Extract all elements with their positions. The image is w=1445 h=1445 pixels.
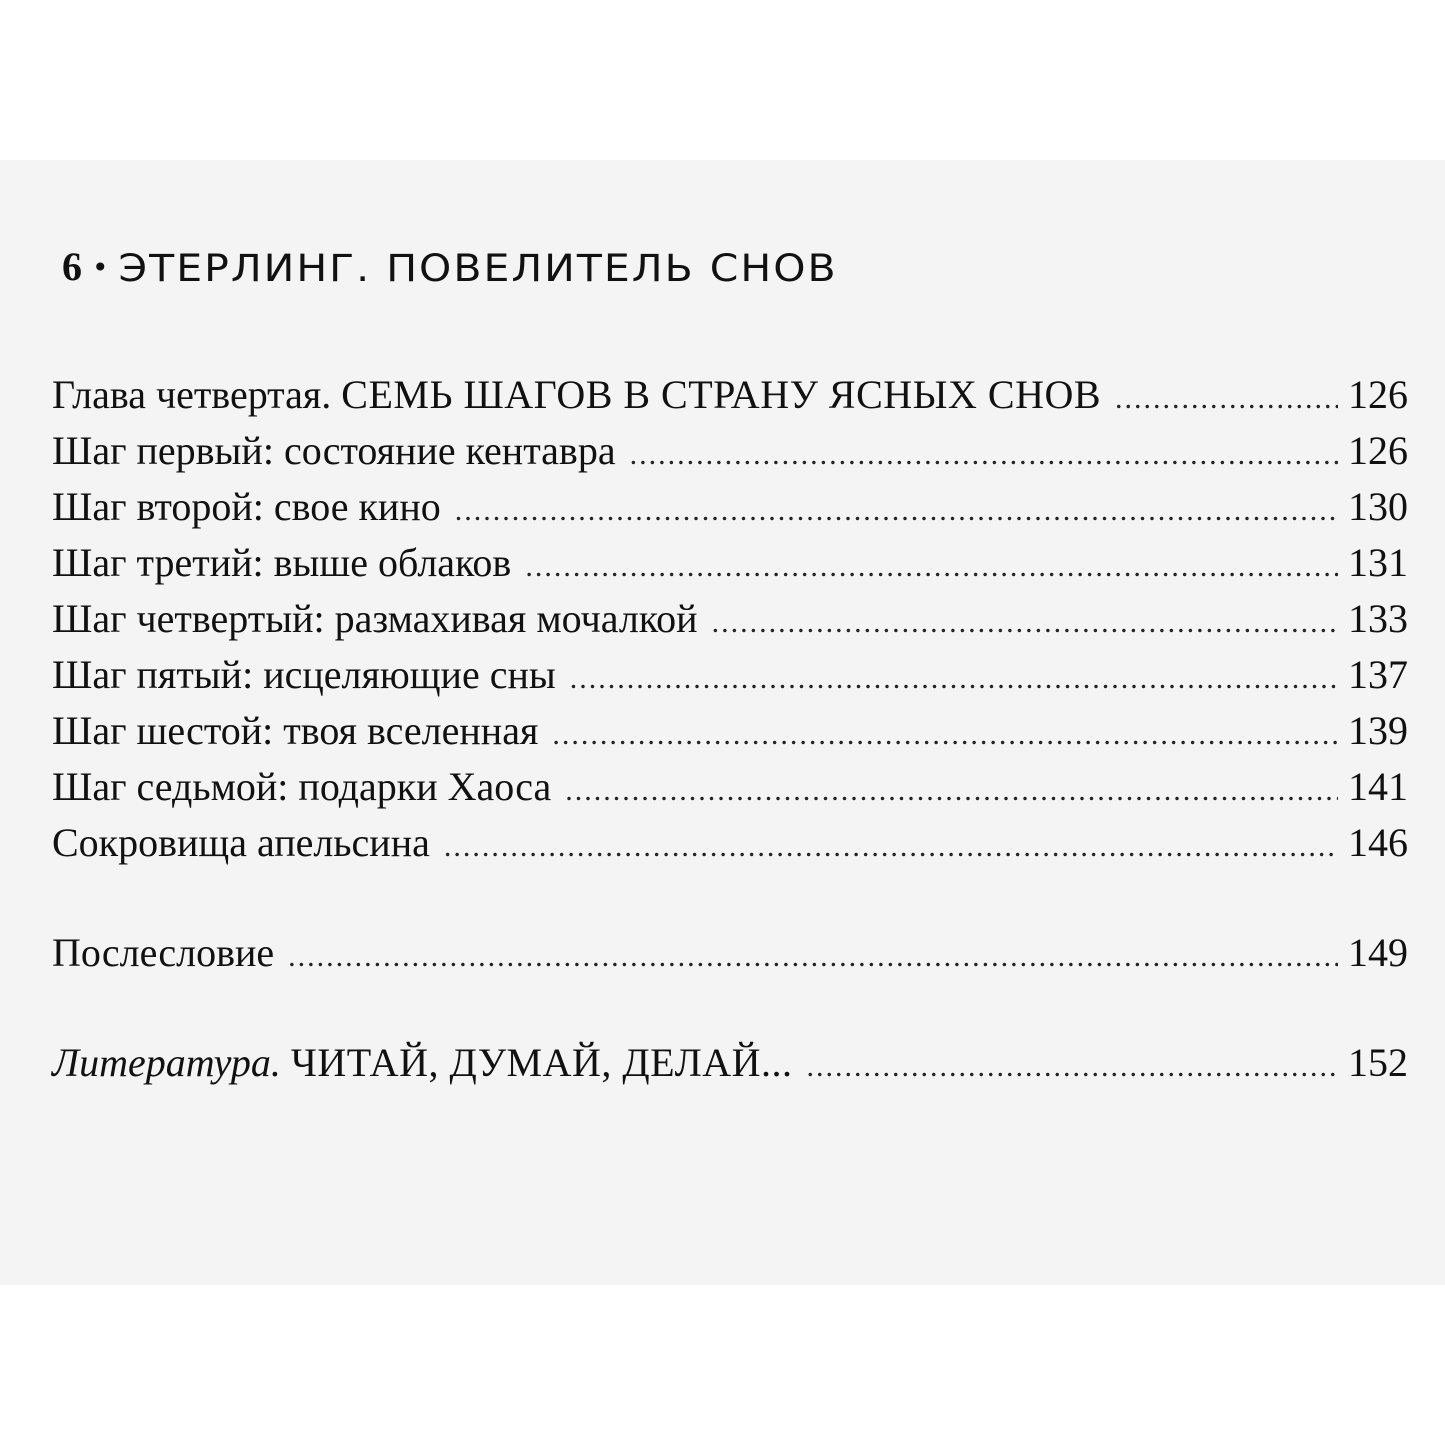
toc-entry-step-five: [52, 650, 1408, 704]
toc-entry-title: Шаг пятый: исцеляющие сны: [52, 652, 556, 697]
dot-leader: [525, 542, 1338, 592]
toc-entry-page: 152: [1348, 1040, 1408, 1085]
book-title: ЭТЕРЛИНГ. ПОВЕЛИТЕЛЬ СНОВ: [118, 245, 838, 290]
toc-entry-page: 146: [1348, 820, 1408, 865]
toc-entry-page: 141: [1348, 764, 1408, 809]
dot-leader: [552, 710, 1338, 760]
toc-entry-title: Шаг первый: состояние кентавра: [52, 428, 616, 473]
toc-entry-lead: Послесловие: [52, 930, 275, 975]
dot-leader: [570, 654, 1338, 704]
toc-entry-title: Шаг шестой: твоя вселенная: [52, 708, 539, 753]
toc-entry-title: СЕМЬ ШАГОВ В СТРАНУ ЯСНЫХ СНОВ: [341, 372, 1102, 417]
dot-leader: [1115, 374, 1338, 424]
dot-leader: [288, 932, 1338, 982]
toc-entry-page: 149: [1348, 930, 1408, 975]
toc-entry-step-two: [52, 482, 1408, 536]
toc-entry-step-seven: [52, 762, 1408, 816]
toc-entry-chapter-four: [52, 370, 1408, 424]
toc-entry-step-six: [52, 706, 1408, 760]
toc-entry-page: 131: [1348, 540, 1408, 585]
toc-entry-page: 126: [1348, 428, 1408, 473]
toc-entry-orange-treasures: [52, 818, 1408, 872]
book-page: [0, 160, 1445, 1285]
toc-entry-step-three: [52, 538, 1408, 592]
toc-entry-page: 130: [1348, 484, 1408, 529]
running-head: [62, 242, 838, 292]
toc-entry-lead: Литература.: [52, 1040, 281, 1085]
dot-leader: [806, 1042, 1338, 1092]
toc-entry-step-one: [52, 426, 1408, 480]
toc-entry-afterword: [52, 928, 1408, 982]
toc-entry-page: 137: [1348, 652, 1408, 697]
toc-entry-page: 126: [1348, 372, 1408, 417]
dot-leader: [444, 822, 1338, 872]
toc-entry-literature: [52, 1038, 1408, 1092]
toc-entry-title: Шаг четвертый: размахивая мочалкой: [52, 596, 698, 641]
toc-entry-title: Шаг второй: свое кино: [52, 484, 441, 529]
toc-entry-lead: Глава четвертая.: [52, 372, 332, 417]
toc-entry-page: 139: [1348, 708, 1408, 753]
page-number: 6: [62, 244, 82, 289]
toc-entry-title: ЧИТАЙ, ДУМАЙ, ДЕЛАЙ...: [290, 1040, 793, 1085]
toc-entry-title: Шаг третий: выше облаков: [52, 540, 512, 585]
bullet-separator: •: [92, 251, 109, 284]
toc-entry-step-four: [52, 594, 1408, 648]
dot-leader: [630, 430, 1338, 480]
toc-entry-title: Шаг седьмой: подарки Хаоса: [52, 764, 552, 809]
toc-entry-title: Сокровища апельсина: [52, 820, 430, 865]
dot-leader: [565, 766, 1338, 816]
dot-leader: [712, 598, 1338, 648]
toc-entry-page: 133: [1348, 596, 1408, 641]
dot-leader: [455, 486, 1338, 536]
